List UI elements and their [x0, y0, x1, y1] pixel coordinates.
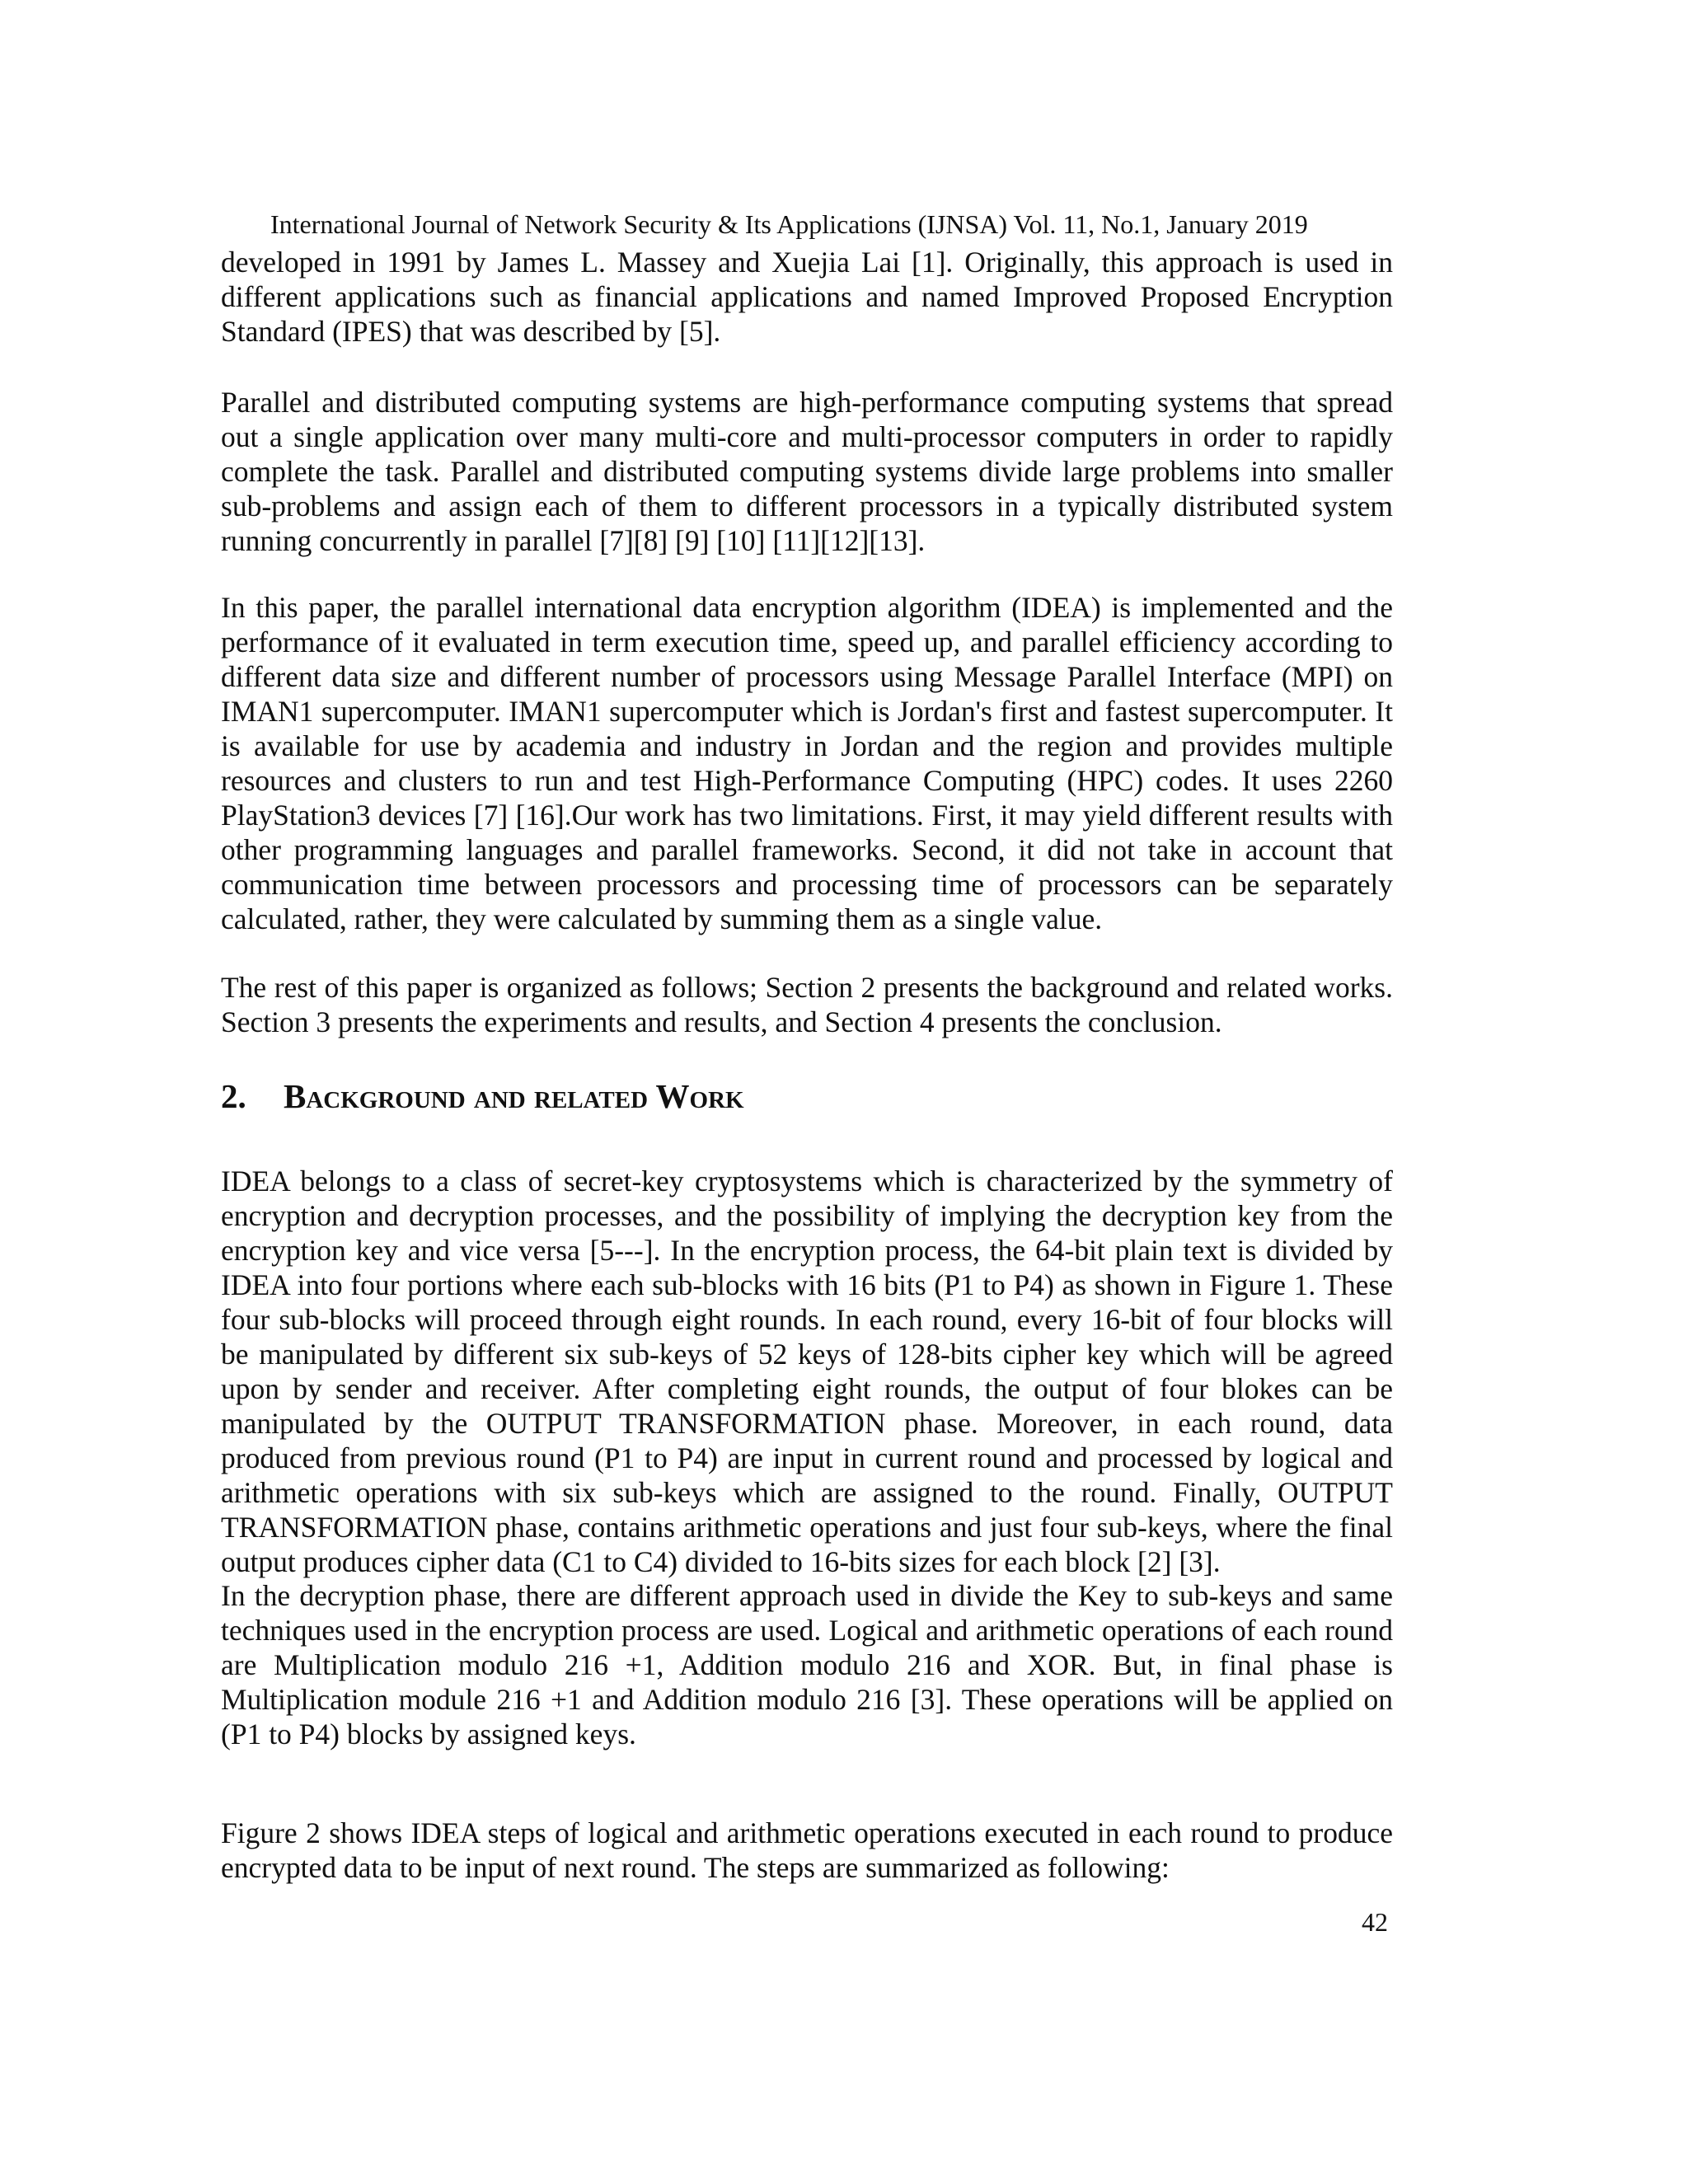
paragraph-intro-continuation: developed in 1991 by James L. Massey and Xuejia Lai [1]. Originally, this approach is used in different applications such as financial applications and named Improved Proposed Encryption Standard (IPES) that was described by [5].: [221, 246, 1393, 348]
paragraph-decryption-phase: In the decryption phase, there are different approach used in divide the Key to sub-keys and same techniques used in the encryption process are used. Logical and arithmetic operations of each round are Multiplication modulo 216 +1, Addition modulo 216 and XOR. But, in final phase is Multiplication module 216 +1 and Addition modulo 216 [3]. These operations will be applied on (P1 to P4) blocks by assigned keys.: [221, 1579, 1393, 1750]
paragraph-paper-organization: The rest of this paper is organized as follows; Section 2 presents the background and related works. Section 3 presents the experiments and results, and Section 4 presents the conclusion.: [221, 971, 1393, 1038]
page-number: 42: [1362, 1907, 1388, 1937]
paragraph-figure-2-steps: Figure 2 shows IDEA steps of logical and arithmetic operations executed in each round to produce encrypted data to be input of next round. The steps are summarized as following:: [221, 1816, 1393, 1884]
section-heading: [221, 1075, 744, 1118]
paragraph-parallel-computing: Parallel and distributed computing systems are high-performance computing systems that spread out a single application over many multi-core and multi-processor computers in order to rapidly complete the task. Parallel and distributed computing systems divide large problems into smaller sub-problems and assign each of them to different processors in a typically distributed system running concurrently in parallel [7][8] [9] [10] [11][12][13].: [221, 386, 1393, 557]
section-title: Background and related Work: [284, 1077, 744, 1115]
running-header: International Journal of Network Security & Its Applications (IJNSA) Vol. 11, No.1, January 2019: [270, 209, 1308, 239]
paragraph-paper-contribution: In this paper, the parallel international data encryption algorithm (IDEA) is implemented and the performance of it evaluated in term execution time, speed up, and parallel efficiency according to different data size and different number of processors using Message Parallel Interface (MPI) on IMAN1 supercomputer. IMAN1 supercomputer which is Jordan's first and fastest supercomputer. It is available for use by academia and industry in Jordan and the region and provides multiple resources and clusters to run and test High-Performance Computing (HPC) codes. It uses 2260 PlayStation3 devices [7] [16].Our work has two limitations. First, it may yield different results with other programming languages and parallel frameworks. Second, it did not take in account that communication time between processors and processing time of processors can be separately calculated, rather, they were calculated by summing them as a single value.: [221, 591, 1393, 935]
paragraph-idea-description: IDEA belongs to a class of secret-key cryptosystems which is characterized by the symmetry of encryption and decryption processes, and the possibility of implying the decryption key from the encryption key and vice versa [5---]. In the encryption process, the 64-bit plain text is divided by IDEA into four portions where each sub-blocks with 16 bits (P1 to P4) as shown in Figure 1. These four sub-blocks will proceed through eight rounds. In each round, every 16-bit of four blocks will be manipulated by different six sub-keys of 52 keys of 128-bits cipher key which will be agreed upon by sender and receiver. After completing eight rounds, the output of four blokes can be manipulated by the OUTPUT TRANSFORMATION phase. Moreover, in each round, data produced from previous round (P1 to P4) are input in current round and processed by logical and arithmetic operations with six sub-keys which are assigned to the round. Finally, OUTPUT TRANSFORMATION phase, contains arithmetic operations and just four sub-keys, where the final output produces cipher data (C1 to C4) divided to 16-bits sizes for each block [2] [3].: [221, 1165, 1393, 1578]
section-number: 2.: [221, 1077, 246, 1115]
